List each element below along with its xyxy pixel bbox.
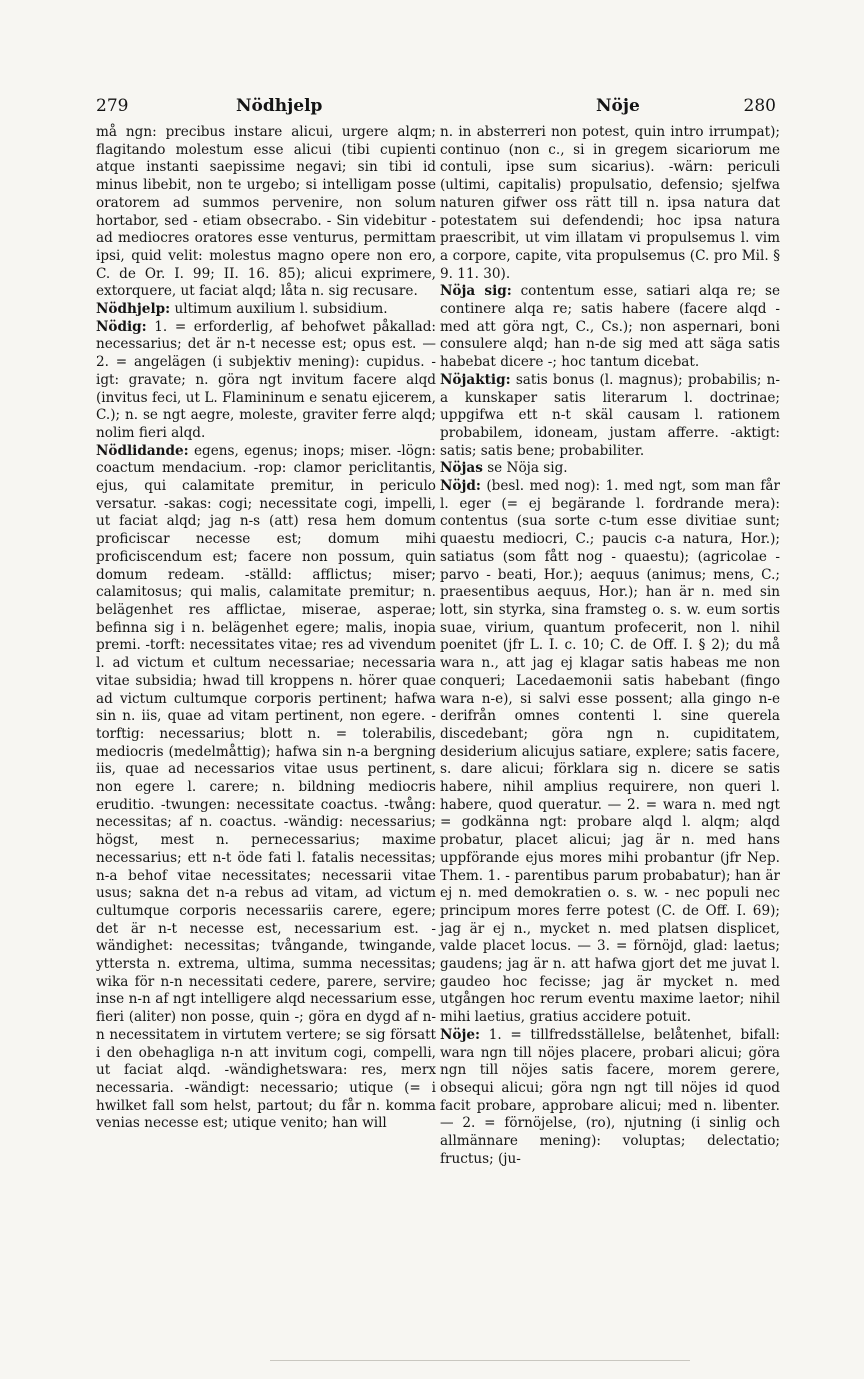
page-header [96, 96, 776, 120]
dictionary-entry [440, 460, 780, 478]
right-running-head: Nöje [596, 96, 640, 116]
dictionary-entry [96, 301, 436, 319]
entry-headword: Nöje: [440, 1026, 481, 1043]
entry-text: se Nöja sig. [487, 460, 568, 477]
dictionary-entry [440, 124, 780, 283]
entry-headword: Nödhjelp: [96, 301, 171, 318]
entry-headword: Nöjaktig: [440, 371, 511, 388]
dictionary-entry [440, 283, 780, 372]
dictionary-entry [96, 124, 436, 301]
scan-edge-line [270, 1360, 690, 1361]
entry-headword: Nödig: [96, 318, 147, 335]
entry-text: egens, egenus; inops; miser. -lögn: coactum mendacium. -rop: clamor periclitantis, ejus, qui calamitate premitur, in periculo versatur. -sakas: cogi; necessitate cogi, impelli, ut faciat alqd; jag n-s (att) resa hem domum proficiscar necesse est; domum mihi proficiscendum est; facere non possum, quin domum redeam. -ställd: afflictus; miser; calamitosus; qui malis, calamitate premitur; n. belägenhet res afflictae, miserae, asperae; befinna sig i n. belägenhet egere; malis, inopia premi. -torft: necessitates vitae; res ad vivendum l. ad victum et cultum necessariae; necessaria vitae subsidia; hwad till kroppens n. hörer quae ad victum cultumque corporis pertinent; hafwa sin n. iis, quae ad vitam pertinent, non egere. -torftig: necessarius; blott n. = tolerabilis, mediocris (medelmåttig); hafwa sin n-a bergning iis, quae ad necessarios vitae usus pertinent, non egere l. carere; n. bildning mediocris eruditio. -twungen: necessitate coactus. -twång: necessitas; af n. coactus. -wändig: necessarius; högst, mest n. pernecessarius; maxime necessarius; ett n-t öde fati l. fatalis necessitas; n-a behof vitae necessitates; necessarii vitae usus; sakna det n-a rebus ad vitam, ad victum cultumque corporis necessariis carere, egere; det är n-t necesse est, necessarium est. -wändighet: necessitas; tvångande, twingande, yttersta n. extrema, ultima, summa necessitas; wika för n-n necessitati cedere, parere, servire; inse n-n af ngt intelligere alqd necessarium esse, fieri (aliter) non posse, quin -; göra en dygd af n-n necessitatem in virtutem vertere; se sig försatt i den obehagliga n-n att invitum cogi, compelli, ut faciat alqd. -wändighetswara: res, merx necessaria. -wändigt: necessario; utique (= i hwilket fall som helst, partout; du får n. komma venias necesse est; utique venito; han will [96, 442, 436, 1132]
dictionary-entry [96, 319, 436, 443]
entry-text: satis bonus (l. magnus); probabilis; n-a kunskaper satis literarum l. doctrinae; uppgifwa ett n-t skäl causam l. rationem probabilem, idoneam, justam afferre. -aktigt: satis; satis bene; probabiliter. [440, 371, 780, 459]
entry-text: contentum esse, satiari alqa re; se continere alqa re; satis habere (facere alqd - med att göra ngt, C., Cs.); non aspernari, boni consulere alqd; han n-de sig med att säga satis habebat dicere -; hoc tantum dicebat. [440, 283, 781, 371]
dictionary-entry [96, 443, 436, 1133]
dictionary-entry [440, 372, 780, 461]
entry-text: n. in absterreri non potest, quin intro irrumpat); continuo (non c., si in gregem sicariorum me contuli, ipse sum sicarius). -wärn: periculi (ultimi, capitalis) propulsatio, defensio; sjelfwa naturen gifwer oss rätt till n. ipsa natura dat potestatem sui defendendi; hoc ipsa natura praescribit, ut vim illatam vi propulsemus l. vim a corpore, capite, vita propulsemus (C. pro Mil. § 9. 11. 30). [440, 124, 780, 282]
entry-text: ultimum auxilium l. subsidium. [174, 301, 388, 318]
entry-text: (besl. med nog): 1. med ngt, som man får l. eger (= ej begärande l. fordrande mera): contentus (sua sorte c-tum esse divitiae sunt; quaestu mediocri, C.; paucis c-a natura, Hor.); satiatus (som fått nog - quaestu); (agricolae - parvo - beati, Hor.); aequus (animus; mens, C.; praesentibus aequus, Hor.); han är n. med sin lott, sin styrka, sina framsteg o. s. w. eum sortis suae, virium, quantum profecerit, non l. nihil poenitet (jfr L. I. c. 10; C. de Off. I. § 2); du må wara n., att jag ej klagar satis habeas me non conqueri; Lacedaemonii satis habebant (fingo wara n-e), si salvi esse possent; alla gingo n-e derifrån omnes contenti l. sine querela discedebant; göra ngn n. cupiditatem, desiderium alicujus satiare, explere; satis facere, s. dare alicui; förklara sig n. dicere se satis habere, nihil amplius requirere, non queri l. habere, quod queratur. — 2. = wara n. med ngt = godkänna ngt: probare alqd l. alqm; alqd probatur, placet alicui; jag är n. med hans uppförande ejus mores mihi probantur (jfr Nep. Them. 1. - parentibus parum probabatur); han är ej n. med demokratien o. s. w. - nec populi nec principum mores ferre potest (C. de Off. I. 69); jag är ej n., mycket n. med platsen displicet, valde placet locus. — 3. = förnöjd, glad: laetus; gaudens; jag är n. att hafwa gjort det me juvat l. gaudeo hoc fecisse; jag är mycket n. med utgången hoc rerum eventu maxime laetor; nihil mihi laetius, gratius accidere potuit. [440, 478, 780, 1026]
left-column [96, 124, 436, 1133]
left-page-number: 279 [96, 96, 129, 116]
entry-headword: Nödlidande: [96, 442, 189, 459]
right-page-number: 280 [743, 96, 776, 116]
entry-headword: Nöjd: [440, 478, 481, 495]
entry-text: 1. = erforderlig, af behofwet påkallad: necessarius; det är n-t necesse est; opus est. — 2. = angelägen (i subjektiv mening): cupidus. -igt: gravate; n. göra ngt invitum facere alqd (invitus feci, ut L. Flamininum e senatu ejicerem, C.); n. se ngt aegre, moleste, graviter ferre alqd; nolim fieri alqd. [96, 318, 436, 441]
dictionary-entry [440, 478, 780, 1027]
entry-headword: Nöjas [440, 460, 483, 477]
entry-headword: Nöja sig: [440, 283, 512, 300]
entry-text: 1. = tillfredsställelse, belåtenhet, bifall: wara ngn till nöjes placere, probari alicui; göra ngn till nöjes satis facere, morem gerere, obsequi alicui; göra ngn ngt till nöjes id quod facit probare, approbare alicui; med n. libenter. — 2. = förnöjelse, (ro), njutning (i sinlig och allmännare mening): voluptas; delectatio; fructus; (ju- [440, 1026, 780, 1167]
entry-text: må ngn: precibus instare alicui, urgere alqm; flagitando molestum esse alicui (tibi cupienti atque instanti saepissime negavi; sin tibi id minus libebit, non te urgebo; si intelligam posse oratorem ad summos pervenire, non solum hortabor, sed - etiam obsecrabo. - Sin videbitur - ad mediocres oratores esse venturus, permittam ipsi, quid velit: molestus magno opere non ero, C. de Or. I. 99; II. 16. 85); alicui exprimere, extorquere, ut faciat alqd; låta n. sig recusare. [96, 124, 436, 300]
dictionary-entry [440, 1027, 780, 1169]
left-running-head: Nödhjelp [236, 96, 323, 116]
right-column [440, 124, 780, 1168]
